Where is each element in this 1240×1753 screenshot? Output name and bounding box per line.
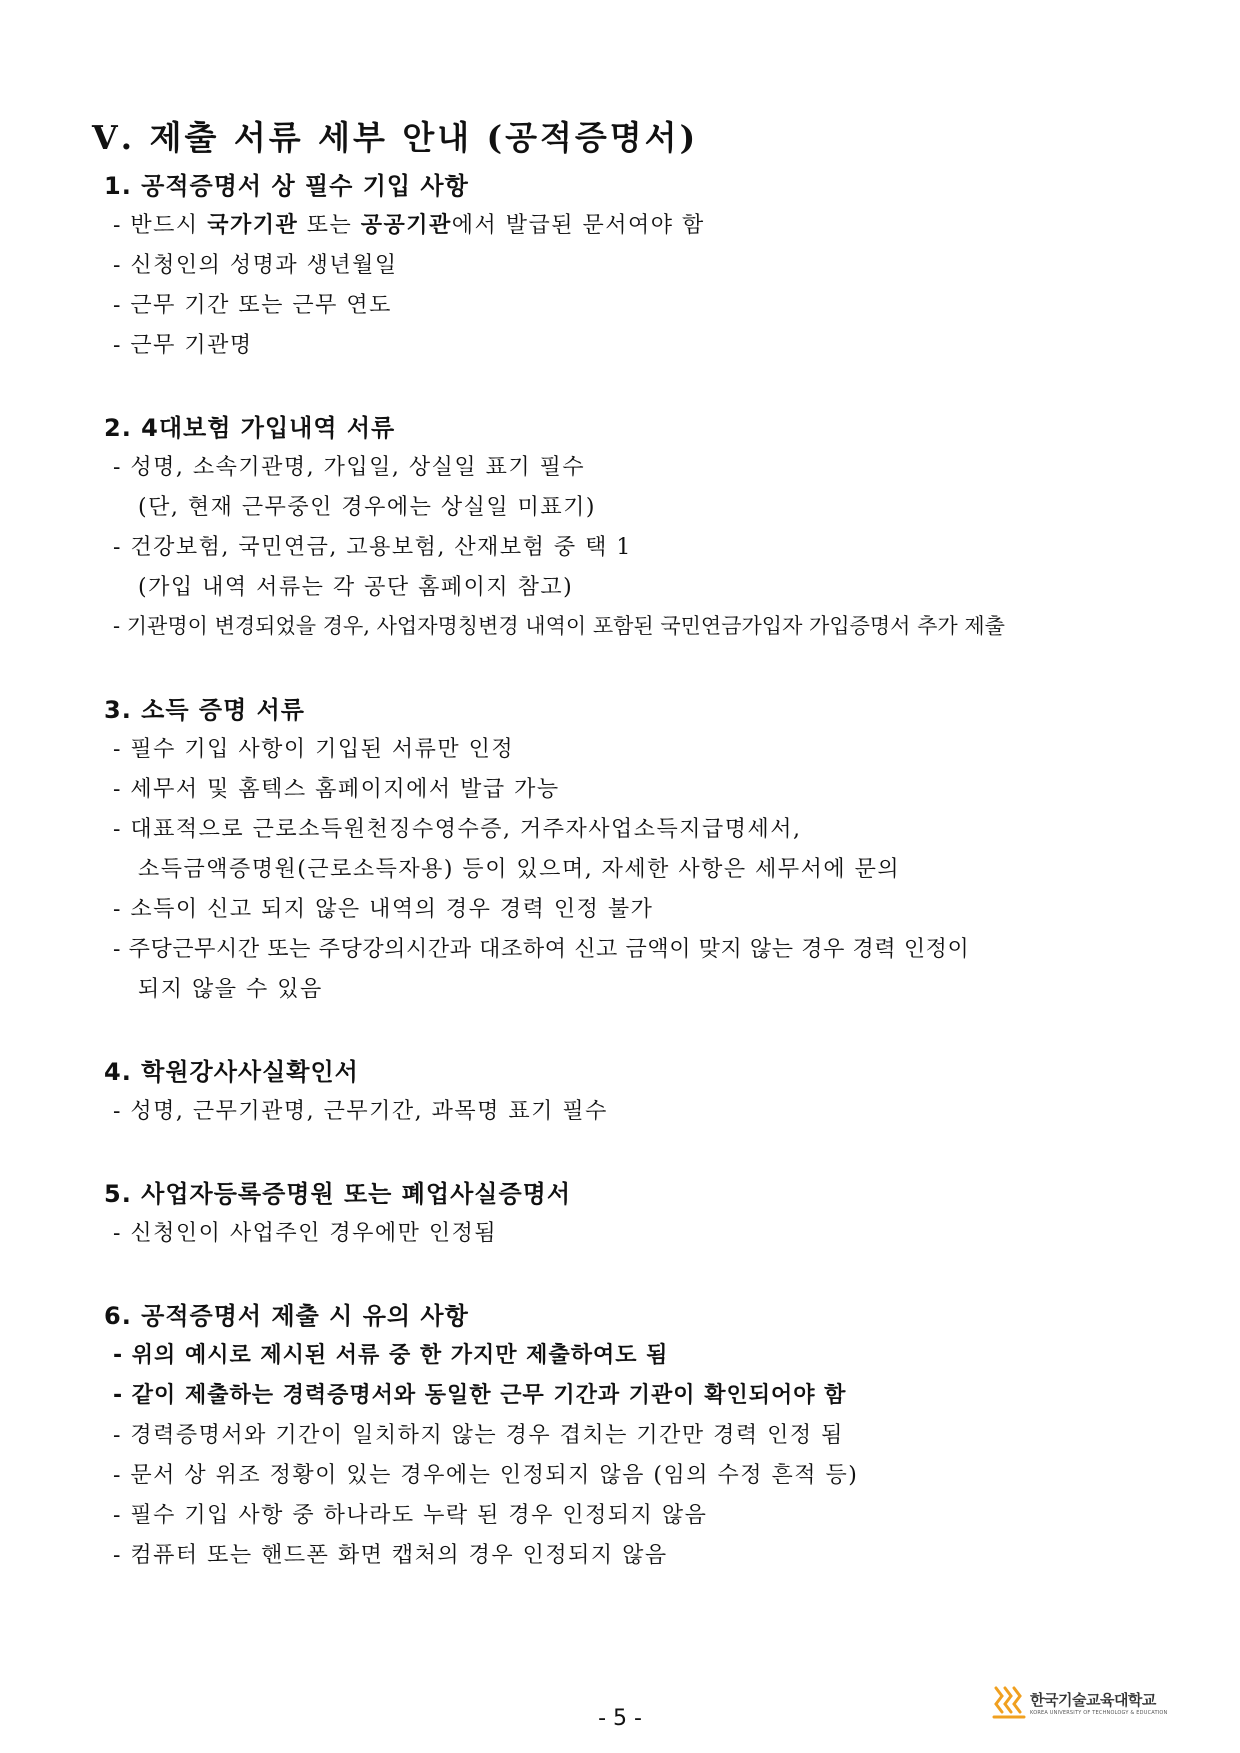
section-4-line-1: - 성명, 근무기관명, 근무기간, 과목명 표기 필수 <box>113 1099 608 1124</box>
section-2-line-1: - 성명, 소속기관명, 가입일, 상실일 표기 필수 <box>113 455 586 480</box>
logo-name: 한국기술교육대학교 <box>1030 1690 1156 1709</box>
section-1-heading: 1. 공적증명서 상 필수 기입 사항 <box>104 172 469 200</box>
section-1-line-3: - 근무 기간 또는 근무 연도 <box>113 293 392 318</box>
university-logo <box>992 1682 1168 1722</box>
emphasis-text: 공공기관 <box>360 213 452 238</box>
section-3-line-2: - 세무서 및 홈텍스 홈페이지에서 발급 가능 <box>113 777 560 802</box>
section-6-line-4: - 문서 상 위조 정황이 있는 경우에는 인정되지 않음 (임의 수정 흔적 등) <box>113 1463 859 1488</box>
section-3-line-3: - 대표적으로 근로소득원천징수영수증, 거주자사업소득지급명세서, <box>113 817 802 842</box>
section-3-line-7: 되지 않을 수 있음 <box>138 977 323 1002</box>
section-6-heading: 6. 공적증명서 제출 시 유의 사항 <box>104 1302 469 1330</box>
section-2-line-2: (단, 현재 근무중인 경우에는 상실일 미표기) <box>138 495 596 520</box>
logo-subtitle: KOREA UNIVERSITY OF TECHNOLOGY & EDUCATION <box>1030 1709 1168 1716</box>
section-3-line-5: - 소득이 신고 되지 않은 내역의 경우 경력 인정 불가 <box>113 897 654 922</box>
section-6-line-1: - 위의 예시로 제시된 서류 중 한 가지만 제출하여도 됨 <box>113 1343 669 1368</box>
section-1-line-1 <box>113 208 705 239</box>
section-6-line-2: - 같이 제출하는 경력증명서와 동일한 근무 기간과 기관이 확인되어야 함 <box>113 1383 847 1408</box>
section-3-line-1: - 필수 기입 사항이 기입된 서류만 인정 <box>113 737 515 762</box>
line-text: 에서 발급된 문서여야 함 <box>451 213 705 238</box>
section-6-line-6: - 컴퓨터 또는 핸드폰 화면 캡처의 경우 인정되지 않음 <box>113 1543 668 1568</box>
section-2-line-4: (가입 내역 서류는 각 공단 홈페이지 참고) <box>138 575 574 600</box>
section-3-heading: 3. 소득 증명 서류 <box>104 696 305 724</box>
page-number: - 5 - <box>598 1706 642 1731</box>
section-2-line-3: - 건강보험, 국민연금, 고용보험, 산재보험 중 택 1 <box>113 535 632 560</box>
section-2-line-5: - 기관명이 변경되었을 경우, 사업자명칭변경 내역이 포함된 국민연금가입자 가입증명서 추가 제출 <box>113 614 1005 638</box>
section-3-line-4: 소득금액증명원(근로소득자용) 등이 있으며, 자세한 사항은 세무서에 문의 <box>138 857 901 882</box>
section-3-line-6: - 주당근무시간 또는 주당강의시간과 대조하여 신고 금액이 맞지 않는 경우 경력 인정이 <box>113 937 970 962</box>
section-5-heading: 5. 사업자등록증명원 또는 폐업사실증명서 <box>104 1180 572 1208</box>
emphasis-text: 국가기관 <box>207 213 299 238</box>
section-6-line-5: - 필수 기입 사항 중 하나라도 누락 된 경우 인정되지 않음 <box>113 1503 708 1528</box>
line-text: - 반드시 <box>113 213 208 238</box>
section-6-line-3: - 경력증명서와 기간이 일치하지 않는 경우 겹치는 기간만 경력 인정 됨 <box>113 1423 844 1448</box>
section-5-line-1: - 신청인이 사업주인 경우에만 인정됨 <box>113 1221 498 1246</box>
section-2-heading: 2. 4대보험 가입내역 서류 <box>104 414 396 442</box>
section-4-heading: 4. 학원강사사실확인서 <box>104 1058 359 1086</box>
section-1-line-4: - 근무 기관명 <box>113 333 253 358</box>
section-1-line-2: - 신청인의 성명과 생년월일 <box>113 253 398 278</box>
page-title: Ⅴ. 제출 서류 세부 안내 (공적증명서) <box>92 118 699 157</box>
university-logo-icon <box>992 1684 1026 1720</box>
line-text: 또는 <box>298 213 361 238</box>
